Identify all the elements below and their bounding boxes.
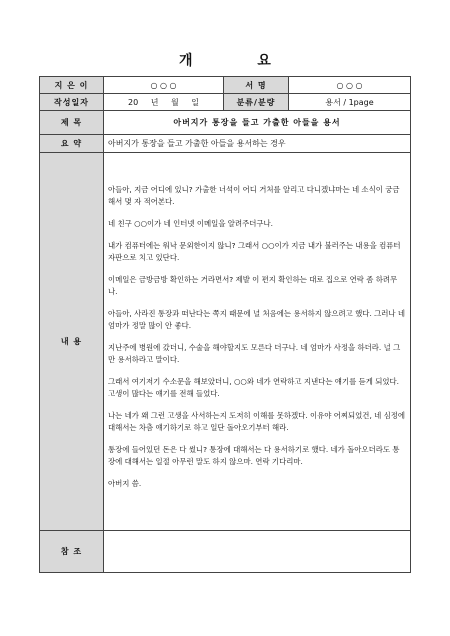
recipient-label: 서 명 (224, 77, 289, 94)
document-title: 개 요 (179, 53, 301, 69)
reference-value (104, 531, 411, 573)
summary-row (40, 135, 411, 153)
content-row (40, 153, 411, 531)
content-paragraph: 나는 네가 왜 그런 고생을 사서하는지 도저히 이해를 못하겠다. 이유야 어찌되었건, 네 심정에 대해서는 차츰 얘기하기로 하고 일단 돌아오기부터 해라. (108, 410, 406, 432)
date-value: 20 년 월 일 (104, 94, 224, 111)
reference-row (40, 531, 411, 573)
subject-row (40, 111, 411, 135)
author-label: 지 은 이 (40, 77, 104, 94)
content-paragraph: 통장에 들어있던 돈은 다 썼니? 통장에 대해서는 다 용서하기로 했다. 네가 돌아오더라도 통장에 대해서는 일절 아무런 말도 하지 않으마. 연락 기다리마. (108, 444, 400, 466)
summary-label: 요 약 (40, 135, 104, 153)
category-value: 용서 / 1page (289, 94, 411, 111)
reference-label: 참 조 (40, 531, 104, 573)
content-paragraph: 지난주에 병원에 갔더니, 수술을 해야할지도 모른다 더구나. 네 엄마가 사정을 하더라. 널 그만 용서하라고 말이다. (108, 342, 401, 364)
content-signature: 아버지 씀. (108, 478, 142, 488)
content-paragraph: 네 친구 ○○이가 네 인터넷 이메일을 알려주더구나. (108, 218, 273, 228)
content-paragraph: 이메일은 금방금방 확인하는 거라면서? 제발 이 편지 확인하는 대로 집으로 연락 좀 하려무나. (108, 274, 398, 296)
author-row (40, 77, 411, 94)
subject-label: 제 목 (40, 111, 104, 135)
subject-value: 아버지가 통장을 들고 가출한 아들을 용서 (104, 111, 411, 135)
category-label: 분류/분량 (224, 94, 289, 111)
recipient-value: ○ ○ ○ (289, 77, 411, 94)
summary-form-table (39, 76, 411, 573)
date-row (40, 94, 411, 111)
date-label: 작성일자 (40, 94, 104, 111)
content-paragraph: 그래서 여기저기 수소문을 해보았더니, ○○와 네가 연락하고 지낸다는 얘기를 듣게 되었다. 고생이 많다는 얘기를 전해 들었다. (108, 376, 399, 398)
content-paragraph: 아들아, 사라진 통장과 떠난다는 쪽지 때문에 널 처음에는 용서하지 않으려고 했다. 그러나 네 엄마가 정말 많이 안 좋다. (108, 308, 406, 330)
content-paragraph: 내가 컴퓨터에는 워낙 문외한이지 않니? 그래서 ○○이가 지금 내가 불러주는 내용을 컴퓨터 자판으로 치고 있단다. (108, 240, 401, 262)
content-label: 내 용 (40, 153, 104, 531)
content-paragraph: 아들아, 지금 어디에 있니? 가출한 너석이 어디 거처를 알리고 다니겠냐마는 네 소식이 궁금해서 몇 자 적어본다. (108, 184, 400, 206)
author-value: ○ ○ ○ (104, 77, 224, 94)
content-body (104, 153, 411, 531)
summary-value: 아버지가 통장을 들고 가출한 아들을 용서하는 경우 (104, 135, 411, 153)
